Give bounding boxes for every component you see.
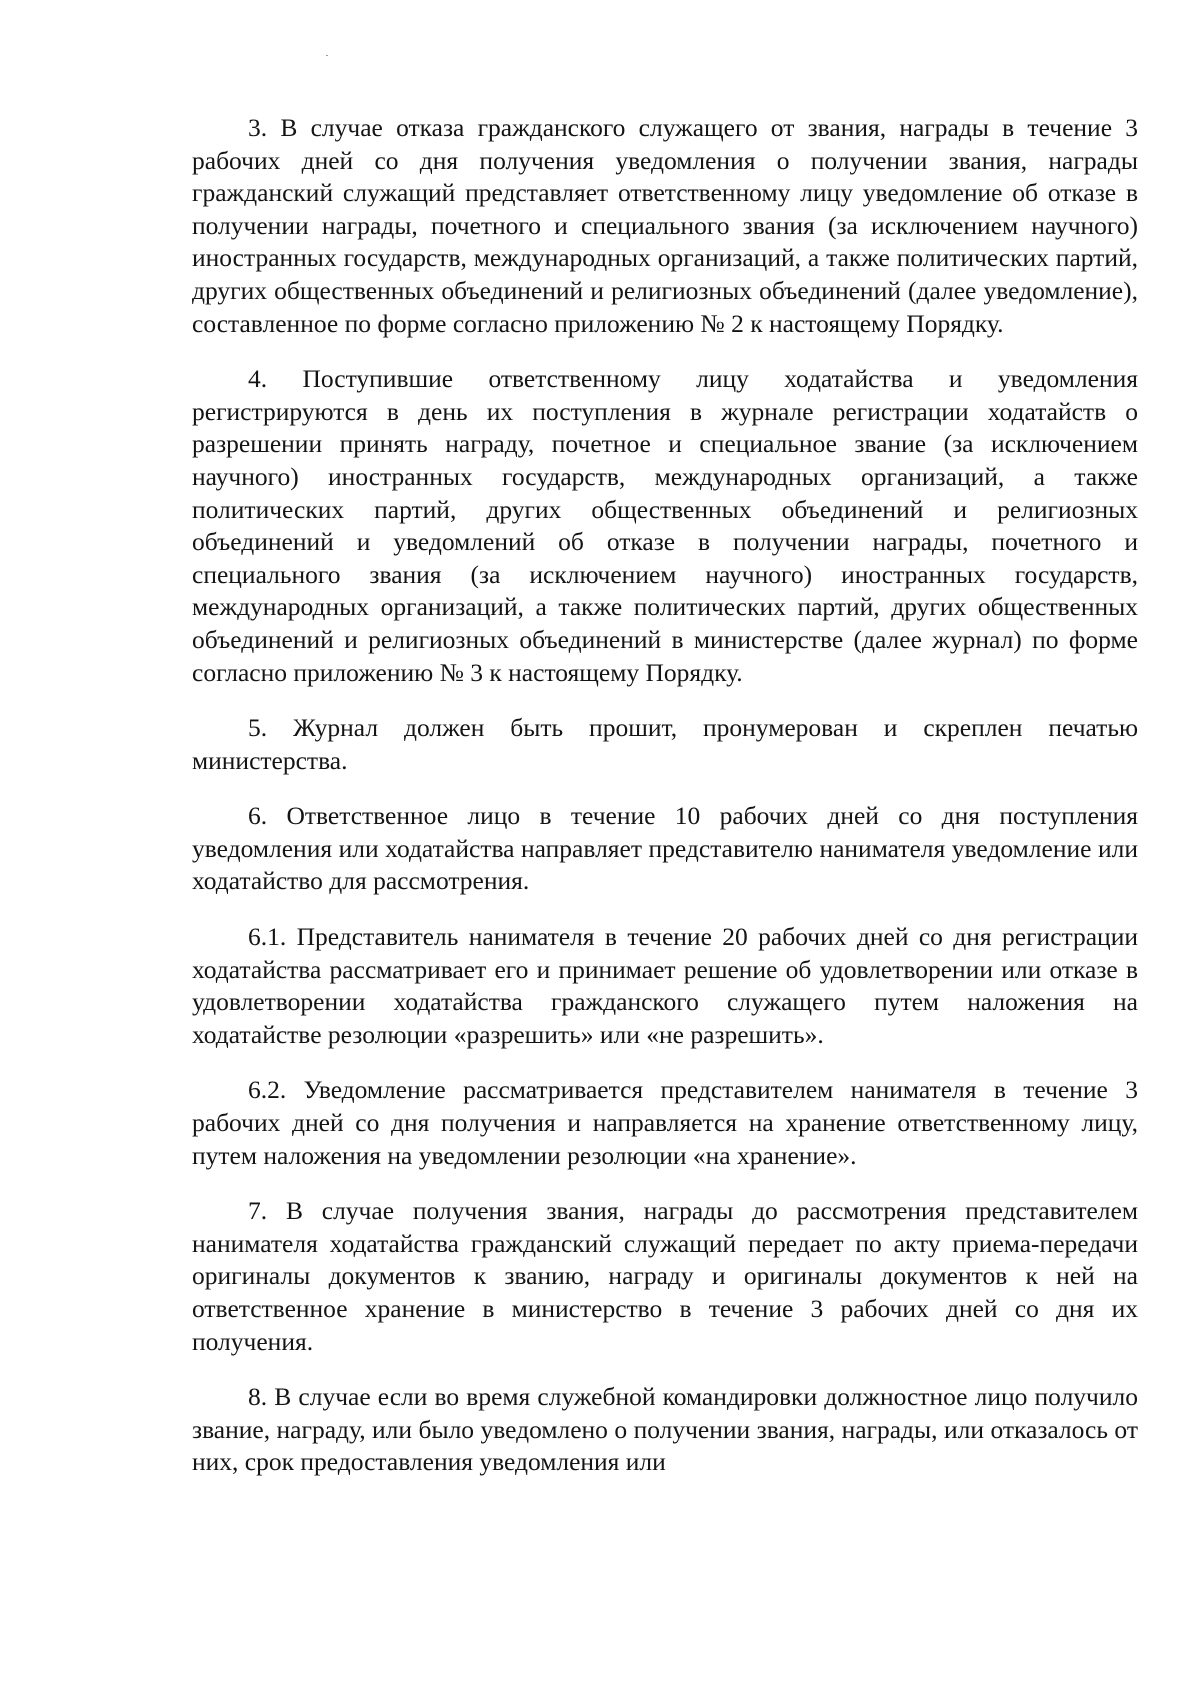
paragraph-6-2: 6.2. Уведомление рассматривается представителем нанимателя в течение 3 рабочих дней со дня получения и направляется на хранение ответственному лицу, путем наложения на уведомлении резолюции «на хранение». — [192, 1075, 1138, 1170]
scan-speck — [326, 55, 328, 56]
paragraph-5: 5. Журнал должен быть прошит, пронумерован и скреплен печатью министерства. — [192, 713, 1138, 775]
document-body — [192, 112, 1138, 1502]
paragraph-6-1: 6.1. Представитель нанимателя в течение 20 рабочих дней со дня регистрации ходатайства рассматривает его и принимает решение об удовлетворении или отказе в удовлетворении ходатайства гражданского служащего путем наложения на ходатайстве резолюции «разрешить» или «не разрешить». — [192, 922, 1138, 1049]
paragraph-7: 7. В случае получения звания, награды до рассмотрения представителем нанимателя ходатайства гражданский служащий передает по акту приема-передачи оригиналы документов к званию, награду и оригиналы документов к ней на ответственное хранение в министерство в течение 3 рабочих дней со дня их получения. — [192, 1196, 1138, 1356]
paragraph-8: 8. В случае если во время служебной командировки должностное лицо получило звание, награду, или было уведомлено о получении звания, награды, или отказалось от них, срок предоставления уведомления или — [192, 1382, 1138, 1477]
paragraph-6: 6. Ответственное лицо в течение 10 рабочих дней со дня поступления уведомления или ходатайства направляет представителю нанимателя уведомление или ходатайство для рассмотрения. — [192, 801, 1138, 896]
paragraph-4: 4. Поступившие ответственному лицу ходатайства и уведомления регистрируются в день их поступления в журнале регистрации ходатайств о разрешении принять награду, почетное и специальное звание (за исключением научного) иностранных государств, международных организаций, а также политических партий, других общественных объединений и религиозных объединений и уведомлений об отказе в получении награды, почетного и специального звания (за исключением научного) иностранных государств, международных организаций, а также политических партий, других общественных объединений и религиозных объединений в министерстве (далее журнал) по форме согласно приложению № 3 к настоящему Порядку. — [192, 364, 1138, 687]
paragraph-3: 3. В случае отказа гражданского служащего от звания, награды в течение 3 рабочих дней со дня получения уведомления о получении звания, награды гражданский служащий представляет ответственному лицу уведомление об отказе в получении награды, почетного и специального звания (за исключением научного) иностранных государств, международных организаций, а также политических партий, других общественных объединений и религиозных объединений (далее уведомление), составленное по форме согласно приложению № 2 к настоящему Порядку. — [192, 113, 1138, 338]
